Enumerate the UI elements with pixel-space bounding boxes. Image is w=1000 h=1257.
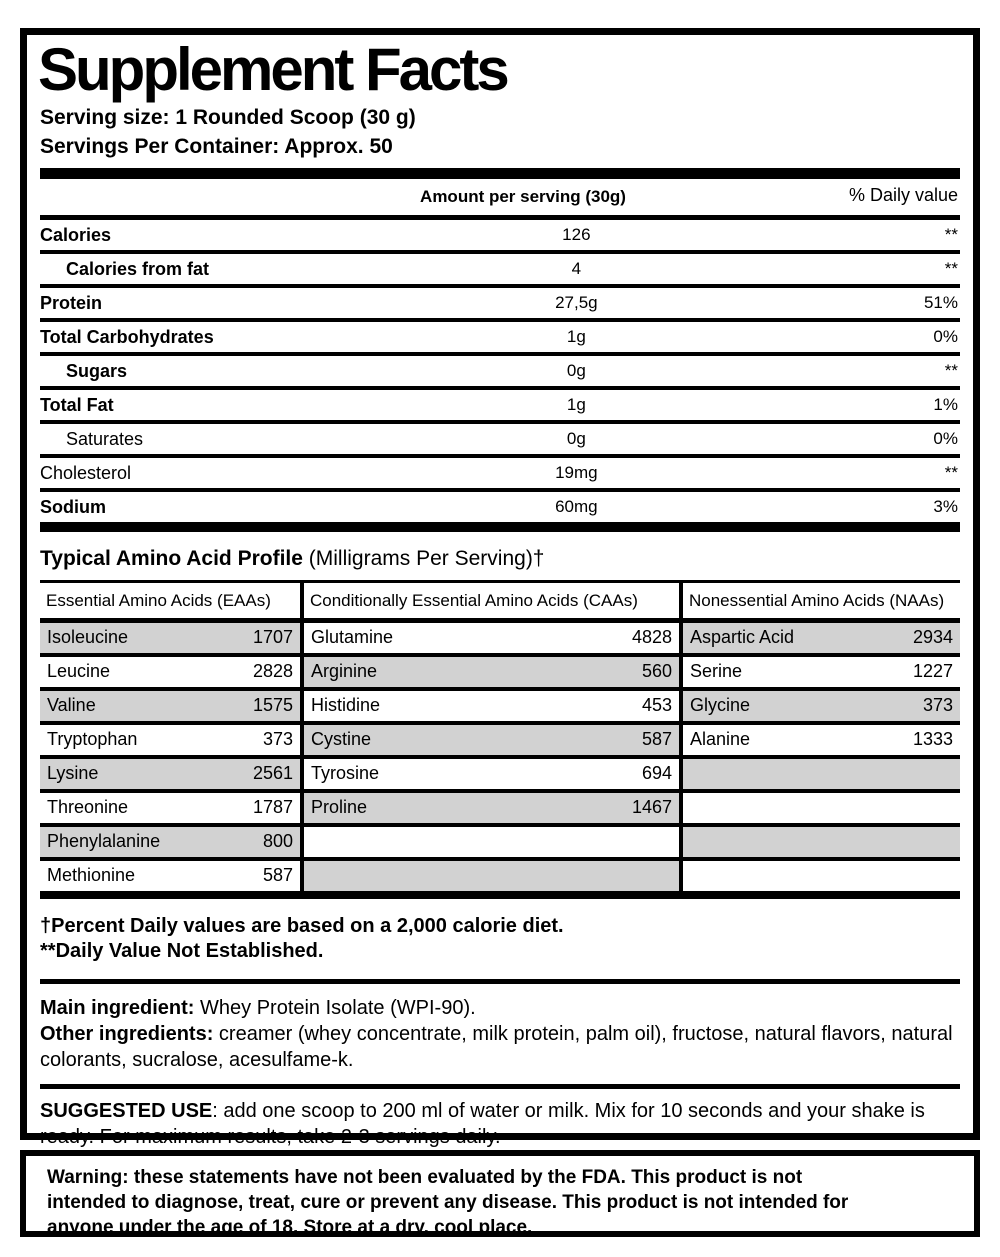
nutrient-row <box>40 220 960 254</box>
nutrient-daily-value: ** <box>944 225 958 244</box>
warning-text: Warning: these statements have not been evaluated by the FDA. This product is not intended to diagnose, treat, cure or prevent any disease. This product is not intended for anyone under the age of 18. Store at a dry, cool place. <box>47 1167 849 1238</box>
amino-value: 2828 <box>252 661 293 681</box>
nutrient-daily-value: 0% <box>933 429 958 448</box>
main-ingredient-text: Whey Protein Isolate (WPI-90). <box>194 997 476 1019</box>
amino-value: 2561 <box>252 763 293 783</box>
amino-name: Cystine <box>311 729 372 749</box>
amino-table-body <box>40 623 960 891</box>
amino-value: 1707 <box>252 627 293 647</box>
suggested-use-text: : add one scoop to 200 ml of water or milk. Mix for 10 seconds and your shake is ready. For maximum results, take 2-3 servings daily. <box>40 1100 925 1148</box>
amino-value: 587 <box>262 865 293 885</box>
nutrient-label: Calories from fat <box>66 259 210 279</box>
main-ingredient-line <box>40 995 960 1021</box>
amino-value: 1575 <box>252 695 293 715</box>
main-ingredient-label: Main ingredient: <box>40 997 195 1019</box>
daily-value-header: % Daily value <box>848 185 958 205</box>
supplement-facts-panel <box>20 28 980 1148</box>
nutrient-row <box>40 254 960 288</box>
amino-value: 800 <box>262 831 293 851</box>
other-ingredients-line <box>40 1021 960 1073</box>
nutrient-amount: 19mg <box>555 463 598 482</box>
amino-row <box>40 759 960 793</box>
amino-value: 1333 <box>912 729 953 749</box>
amino-cell <box>679 657 960 687</box>
amino-cell <box>300 827 679 857</box>
nutrient-daily-value: 0% <box>933 327 958 346</box>
amino-cell <box>679 861 960 891</box>
footnotes <box>40 914 960 964</box>
nutrient-daily-value: ** <box>944 361 958 380</box>
amino-value: 587 <box>641 729 672 749</box>
amino-profile-title <box>40 547 960 571</box>
amino-value: 453 <box>641 695 672 715</box>
suggested-use-line <box>40 1098 960 1150</box>
amino-cell <box>300 793 679 823</box>
nutrient-daily-value: ** <box>944 463 958 482</box>
footnote-daily-values: †Percent Daily values are based on a 2,000 calorie diet. <box>40 915 564 937</box>
amino-row <box>40 657 960 691</box>
amino-name: Arginine <box>311 661 378 681</box>
amino-value: 4828 <box>631 627 672 647</box>
amino-cell <box>679 759 960 789</box>
amino-profile-title-bold: Typical Amino Acid Profile <box>40 547 303 570</box>
caa-column-header: Conditionally Essential Amino Acids (CAAs) <box>300 583 679 618</box>
amino-name: Serine <box>690 661 743 681</box>
other-ingredients-text: creamer (whey concentrate, milk protein, palm oil), fructose, natural flavors, natural colorants, sucralose, acesulfame-k. <box>40 1023 953 1071</box>
amino-cell <box>300 759 679 789</box>
warning-panel <box>20 1150 980 1237</box>
amino-cell <box>40 657 300 687</box>
amino-name: Methionine <box>47 865 136 885</box>
nutrient-row <box>40 492 960 522</box>
nutrient-amount: 60mg <box>555 497 598 516</box>
amino-cell <box>40 623 300 653</box>
amino-row <box>40 691 960 725</box>
nutrient-daily-value: 51% <box>923 293 958 312</box>
amino-value: 373 <box>262 729 293 749</box>
amino-row <box>40 793 960 827</box>
amino-name: Valine <box>47 695 96 715</box>
nutrient-row <box>40 356 960 390</box>
amino-name: Leucine <box>47 661 111 681</box>
nutrient-amount: 1g <box>566 395 586 414</box>
suggested-use-label: SUGGESTED USE <box>40 1100 213 1122</box>
nutrient-amount: 4 <box>571 259 582 278</box>
amino-row <box>40 725 960 759</box>
amino-value: 560 <box>641 661 672 681</box>
serving-size-line: Serving size: 1 Rounded Scoop (30 g) <box>40 106 416 129</box>
eaa-column-header: Essential Amino Acids (EAAs) <box>46 591 271 610</box>
nutrient-label: Total Fat <box>40 395 114 415</box>
amino-cell <box>40 861 300 891</box>
nutrient-label: Sugars <box>66 361 128 381</box>
amino-name: Phenylalanine <box>47 831 161 851</box>
naa-column-header: Nonessential Amino Acids (NAAs) <box>679 583 960 618</box>
amino-name: Lysine <box>47 763 99 783</box>
amino-name: Tryptophan <box>47 729 138 749</box>
amino-cell <box>679 725 960 755</box>
amount-per-serving-header: Amount per serving (30g) <box>420 187 626 206</box>
ingredients-divider <box>40 979 960 984</box>
amino-row <box>40 623 960 657</box>
amino-acid-table <box>40 580 960 899</box>
amino-name: Glycine <box>690 695 751 715</box>
amino-value: 1787 <box>252 797 293 817</box>
nutrient-amount: 1g <box>566 327 586 346</box>
amino-cell <box>300 623 679 653</box>
servings-per-container-line: Servings Per Container: Approx. 50 <box>40 135 393 158</box>
amino-value: 2934 <box>912 627 953 647</box>
amino-cell <box>300 691 679 721</box>
amino-name: Alanine <box>690 729 751 749</box>
amino-value: 373 <box>922 695 953 715</box>
amino-name: Aspartic Acid <box>690 627 795 647</box>
nutrient-label: Cholesterol <box>40 463 132 483</box>
amino-cell <box>40 793 300 823</box>
nutrient-amount: 0g <box>566 429 586 448</box>
nutrient-row <box>40 458 960 492</box>
nutrient-daily-value: 3% <box>933 497 958 516</box>
amino-value: 694 <box>641 763 672 783</box>
footnote-not-established: **Daily Value Not Established. <box>40 940 324 962</box>
nutrient-row <box>40 424 960 458</box>
amino-value: 1467 <box>631 797 672 817</box>
nutrient-amount: 0g <box>566 361 586 380</box>
amino-cell <box>300 725 679 755</box>
amino-table-header-row <box>40 583 960 623</box>
nutrient-label: Total Carbohydrates <box>40 327 214 347</box>
amino-cell <box>40 725 300 755</box>
header-separator-bar <box>40 168 960 179</box>
suggested-use-divider <box>40 1084 960 1089</box>
nutrition-table-header <box>40 179 960 220</box>
amino-cell <box>40 691 300 721</box>
amino-value: 1227 <box>912 661 953 681</box>
amino-cell <box>40 827 300 857</box>
amino-row <box>40 861 960 891</box>
nutrient-label: Saturates <box>66 429 144 449</box>
page-title: Supplement Facts <box>38 36 507 103</box>
amino-cell <box>679 623 960 653</box>
amino-name: Glutamine <box>311 627 394 647</box>
other-ingredients-label: Other ingredients: <box>40 1023 214 1045</box>
nutrient-amount: 27,5g <box>555 293 598 312</box>
nutrient-row <box>40 288 960 322</box>
nutrient-row <box>40 322 960 356</box>
nutrient-row <box>40 390 960 424</box>
amino-cell <box>300 657 679 687</box>
amino-name: Tyrosine <box>311 763 380 783</box>
nutrition-bottom-bar <box>40 522 960 532</box>
amino-name: Proline <box>311 797 368 817</box>
amino-name: Threonine <box>47 797 129 817</box>
amino-cell <box>679 793 960 823</box>
amino-name: Histidine <box>311 695 381 715</box>
nutrient-label: Sodium <box>40 497 106 517</box>
amino-cell <box>679 827 960 857</box>
amino-cell <box>679 691 960 721</box>
amino-cell <box>40 759 300 789</box>
nutrient-label: Calories <box>40 225 112 245</box>
nutrient-amount: 126 <box>562 225 591 244</box>
nutrient-daily-value: ** <box>944 259 958 278</box>
amino-name: Isoleucine <box>47 627 129 647</box>
amino-cell <box>300 861 679 891</box>
nutrition-table <box>40 220 960 522</box>
nutrient-daily-value: 1% <box>933 395 958 414</box>
amino-profile-title-units: (Milligrams Per Serving)† <box>302 547 545 570</box>
amino-row <box>40 827 960 861</box>
nutrient-label: Protein <box>40 293 103 313</box>
